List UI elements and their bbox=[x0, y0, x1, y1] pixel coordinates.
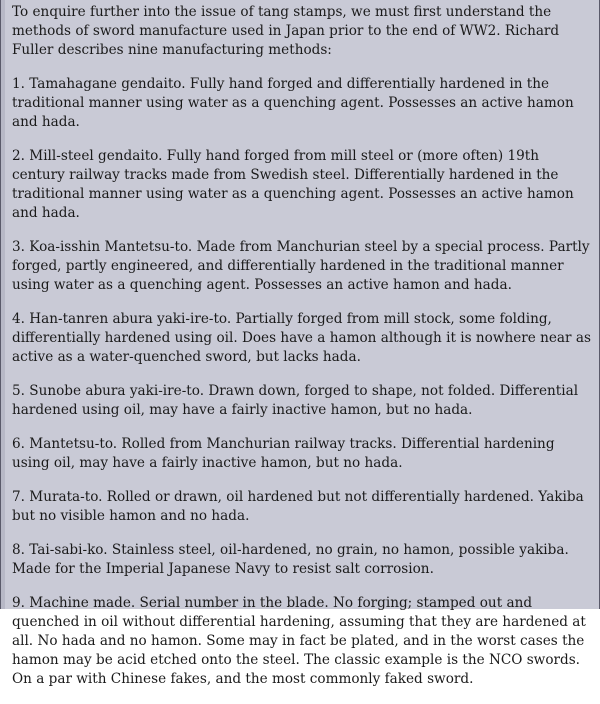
method-8-tai-sabi-ko: 8. Tai-sabi-ko. Stainless steel, oil-hardened, no grain, no hamon, possible yakiba. Made for the Imperial Japanese Navy to resist salt corrosion. bbox=[12, 542, 569, 577]
method-4-han-tanren-abura-yaki-ire-to: 4. Han-tanren abura yaki-ire-to. Partially forged from mill stock, some folding, differentially hardened using oil. Does have a hamon although it is nowhere near as active as a water-quenched sword, but lacks hada. bbox=[12, 311, 591, 365]
method-3-koa-isshin-mantetsu-to: 3. Koa-isshin Mantetsu-to. Made from Manchurian steel by a special process. Partly forged, partly engineered, and differentially hardened in the traditional manner using water as a quenching agent. Possesses an active hamon and hada. bbox=[12, 239, 590, 293]
method-2-mill-steel-gendaito: 2. Mill-steel gendaito. Fully hand forged from mill steel or (more often) 19th century railway tracks made from Swedish steel. Differentially hardened in the traditional manner using water as a quenching agent. Possesses an active hamon and hada. bbox=[12, 148, 574, 221]
method-5-sunobe-abura-yaki-ire-to: 5. Sunobe abura yaki-ire-to. Drawn down, forged to shape, not folded. Differential hardened using oil, may have a fairly inactive hamon, but no hada. bbox=[12, 383, 579, 418]
method-7-murata-to: 7. Murata-to. Rolled or drawn, oil hardened but not differentially hardened. Yakiba but no visible hamon and no hada. bbox=[12, 489, 584, 524]
intro-paragraph: To enquire further into the issue of tang stamps, we must first understand the methods of sword manufacture used in Japan prior to the end of WW2. Richard Fuller describes nine manufacturing methods: bbox=[12, 4, 560, 58]
method-9-machine-made: 9. Machine made. Serial number in the blade. No forging; stamped out and quenched in oil without differential hardening, assuming that they are hardened at all. No hada and no hamon. Some may in fact be plated, and in the worst cases the hamon may be acid etched onto the steel. The classic example is the NCO swords. On a par with Chinese fakes, and the most commonly faked sword. bbox=[12, 595, 586, 687]
method-1-tamahagane-gendaito: 1. Tamahagane gendaito. Fully hand forged and differentially hardened in the traditional manner using water as a quenching agent. Possesses an active hamon and hada. bbox=[12, 76, 574, 130]
method-6-mantetsu-to: 6. Mantetsu-to. Rolled from Manchurian railway tracks. Differential hardening using oil, may have a fairly inactive hamon, but no hada. bbox=[12, 436, 555, 471]
article-body bbox=[12, 3, 592, 704]
